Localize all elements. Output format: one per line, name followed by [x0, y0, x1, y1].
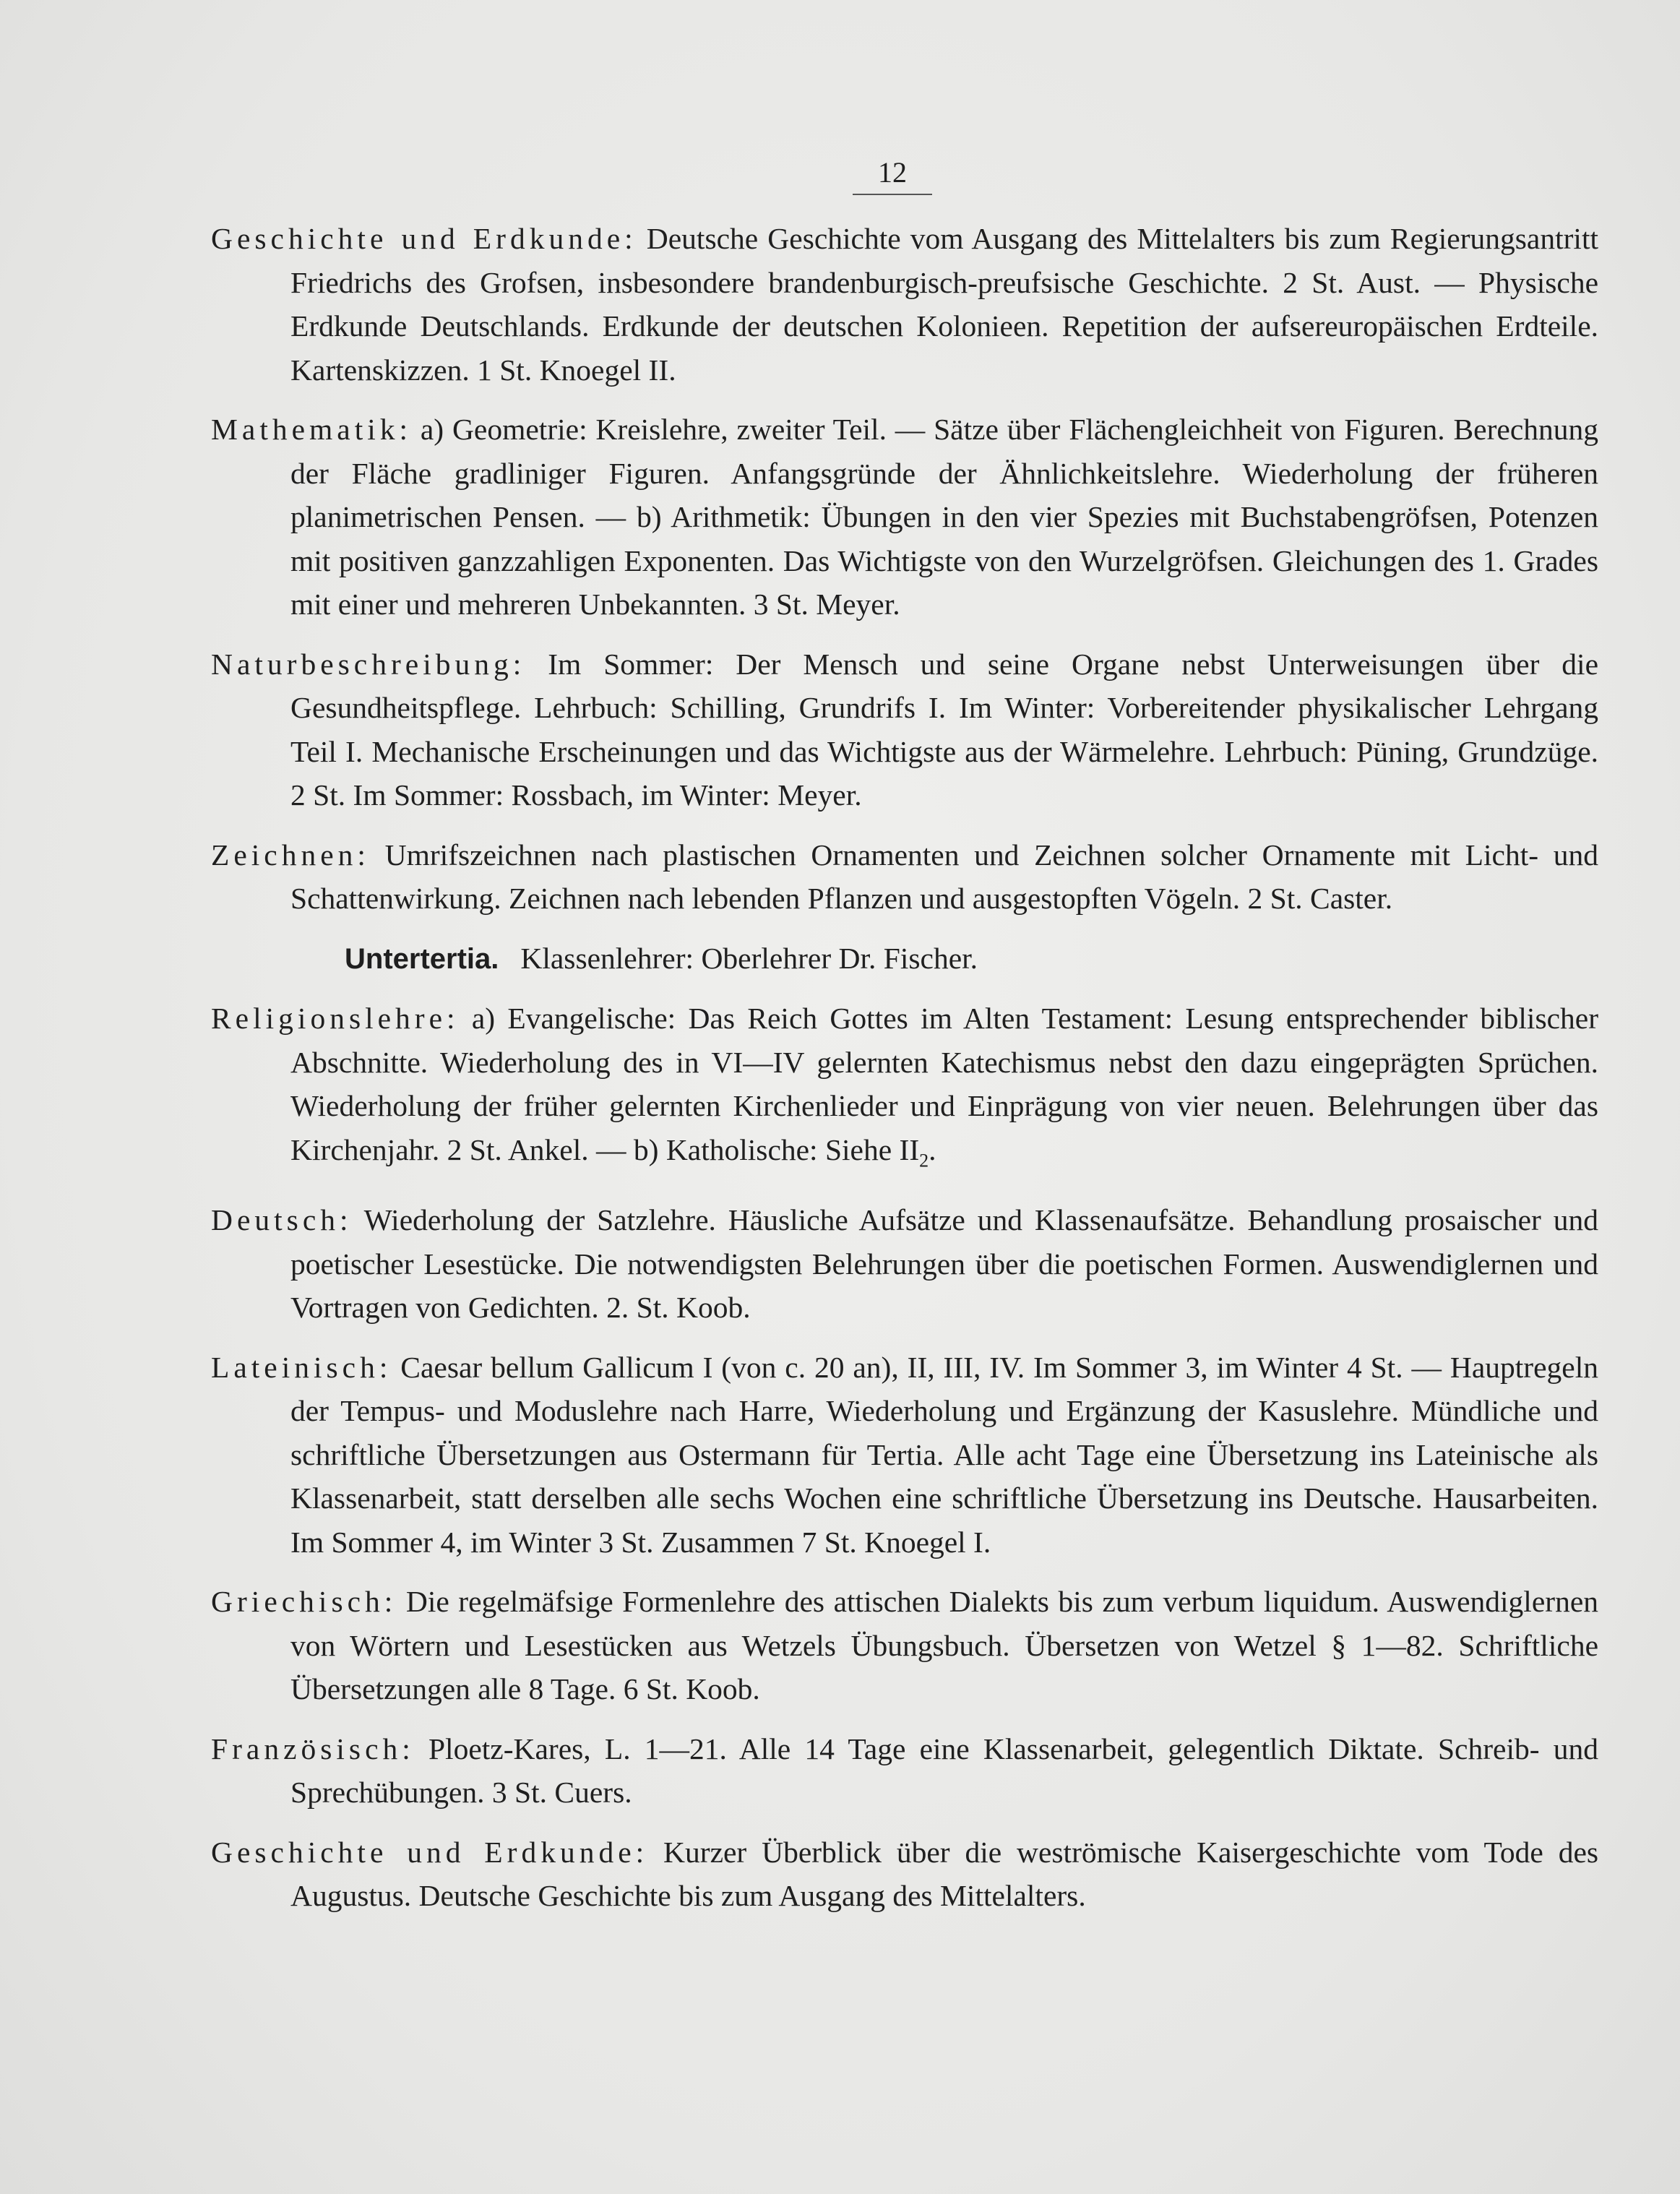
- subject-label: Geschichte und Erdkunde:: [211, 1835, 649, 1869]
- entry-text: Im Sommer: Der Mensch und seine Organe nebst Unterweisungen über die Gesundheitspflege. Lehrbuch: Schilling, Grundrifs I. Im Winter: Vorbereitender physikalischer Lehrgang Teil I. Mechanische Erscheinungen und das Wichtigste aus der Wärmelehre. Lehrbuch: Püning, Grundzüge. 2 St. Im Sommer: Rossbach, im Winter: Meyer.: [290, 647, 1598, 812]
- subject-label: Lateinisch:: [211, 1350, 392, 1384]
- entry-mathematik: [211, 408, 1598, 627]
- entry-franzoesisch: [211, 1727, 1598, 1815]
- class-heading: [211, 937, 1598, 981]
- page-content: [211, 217, 1598, 1934]
- entry-religionslehre: [211, 997, 1598, 1182]
- class-name: Untertertia.: [345, 942, 499, 975]
- subject-label: Zeichnen:: [211, 838, 370, 872]
- entry-zeichnen: [211, 833, 1598, 921]
- subject-label: Geschichte und Erdkunde:: [211, 222, 637, 255]
- entry-deutsch: [211, 1198, 1598, 1330]
- entry-text: Deutsche Geschichte vom Ausgang des Mittelalters bis zum Regierungsantritt Friedrichs des Grofsen, insbesondere brandenburgisch-preufsische Geschichte. 2 St. Aust. — Physische Erdkunde Deutschlands. Erdkunde der deutschen Kolonieen. Repetition der aufsereuropäischen Erdteile. Kartenskizzen. 1 St. Knoegel II.: [290, 222, 1599, 387]
- entry-text-end: .: [929, 1132, 936, 1166]
- subscript: 2: [919, 1149, 929, 1171]
- subject-label: Griechisch:: [211, 1585, 397, 1619]
- entry-griechisch: [211, 1580, 1598, 1711]
- entry-text: a) Evangelische: Das Reich Gottes im Alten Testament: Lesung entsprechender biblischer Abschnitte. Wiederholung des in VI—IV gelernten Katechismus nebst den dazu eingeprägten Sprüchen. Wiederholung der früher gelernten Kirchenlieder und Einprägung von vier neuen. Belehrungen über das Kirchenjahr. 2 St. Ankel. — b) Katholische: Siehe II: [290, 1002, 1599, 1166]
- entry-text: Caesar bellum Gallicum I (von c. 20 an), II, III, IV. Im Sommer 3, im Winter 4 St. — Hauptregeln der Tempus- und Moduslehre nach Harre, Wiederholung und Ergänzung der Kasuslehre. Mündliche und schriftliche Übersetzungen aus Ostermann für Tertia. Alle acht Tage eine Übersetzung ins Lateinische als Klassenarbeit, statt derselben alle sechs Wochen eine schriftliche Übersetzung ins Deutsche. Hausarbeiten. Im Sommer 4, im Winter 3 St. Zusammen 7 St. Knoegel I.: [290, 1350, 1598, 1559]
- entry-text: Die regelmäfsige Formenlehre des attischen Dialekts bis zum verbum liquidum. Auswendiglernen von Wörtern und Lesestücken aus Wetzels Übungsbuch. Übersetzen von Wetzel § 1—82. Schriftliche Übersetzungen alle 8 Tage. 6 St. Koob.: [290, 1585, 1598, 1706]
- entry-lateinisch: [211, 1346, 1598, 1565]
- entry-text: a) Geometrie: Kreislehre, zweiter Teil. — Sätze über Flächengleichheit von Figuren. Berechnung der Fläche gradliniger Figuren. Anfangsgründe der Ähnlichkeitslehre. Wiederholung der früheren planimetrischen Pensen. — b) Arithmetik: Übungen in den vier Spezies mit Buchstabengröfsen, Potenzen mit positiven ganzzahligen Exponenten. Das Wichtigste von den Wurzelgröfsen. Gleichungen des 1. Grades mit einer und mehreren Unbekannten. 3 St. Meyer.: [290, 413, 1599, 621]
- subject-label: Naturbeschreibung:: [211, 647, 526, 681]
- subject-label: Mathematik:: [211, 413, 413, 446]
- entry-geschichte-erdkunde-2: [211, 1831, 1598, 1918]
- entry-naturbeschreibung: [211, 642, 1598, 817]
- entry-text: Ploetz-Kares, L. 1—21. Alle 14 Tage eine Klassenarbeit, gelegentlich Diktate. Schreib- und Sprechübungen. 3 St. Cuers.: [290, 1731, 1598, 1810]
- subject-label: Deutsch:: [211, 1203, 353, 1237]
- page-number: 12: [853, 155, 932, 195]
- subject-label: Französisch:: [211, 1731, 415, 1765]
- entry-geschichte-erdkunde: [211, 217, 1598, 392]
- entry-text: Wiederholung der Satzlehre. Häusliche Aufsätze und Klassenaufsätze. Behandlung prosaischer und poetischer Lesestücke. Die notwendigsten Belehrungen über die poetischen Formen. Auswendiglernen und Vortragen von Gedichten. 2. St. Koob.: [290, 1203, 1598, 1325]
- entry-text: Kurzer Überblick über die weströmische Kaisergeschichte vom Tode des Augustus. Deutsche Geschichte bis zum Ausgang des Mittelalters.: [290, 1835, 1599, 1913]
- entry-text: Umrifszeichnen nach plastischen Ornamenten und Zeichnen solcher Ornamente mit Licht- und Schattenwirkung. Zeichnen nach lebenden Pflanzen und ausgestopften Vögeln. 2 St. Caster.: [290, 838, 1599, 915]
- class-teacher: Klassenlehrer: Oberlehrer Dr. Fischer.: [520, 941, 978, 975]
- subject-label: Religionslehre:: [211, 1002, 460, 1035]
